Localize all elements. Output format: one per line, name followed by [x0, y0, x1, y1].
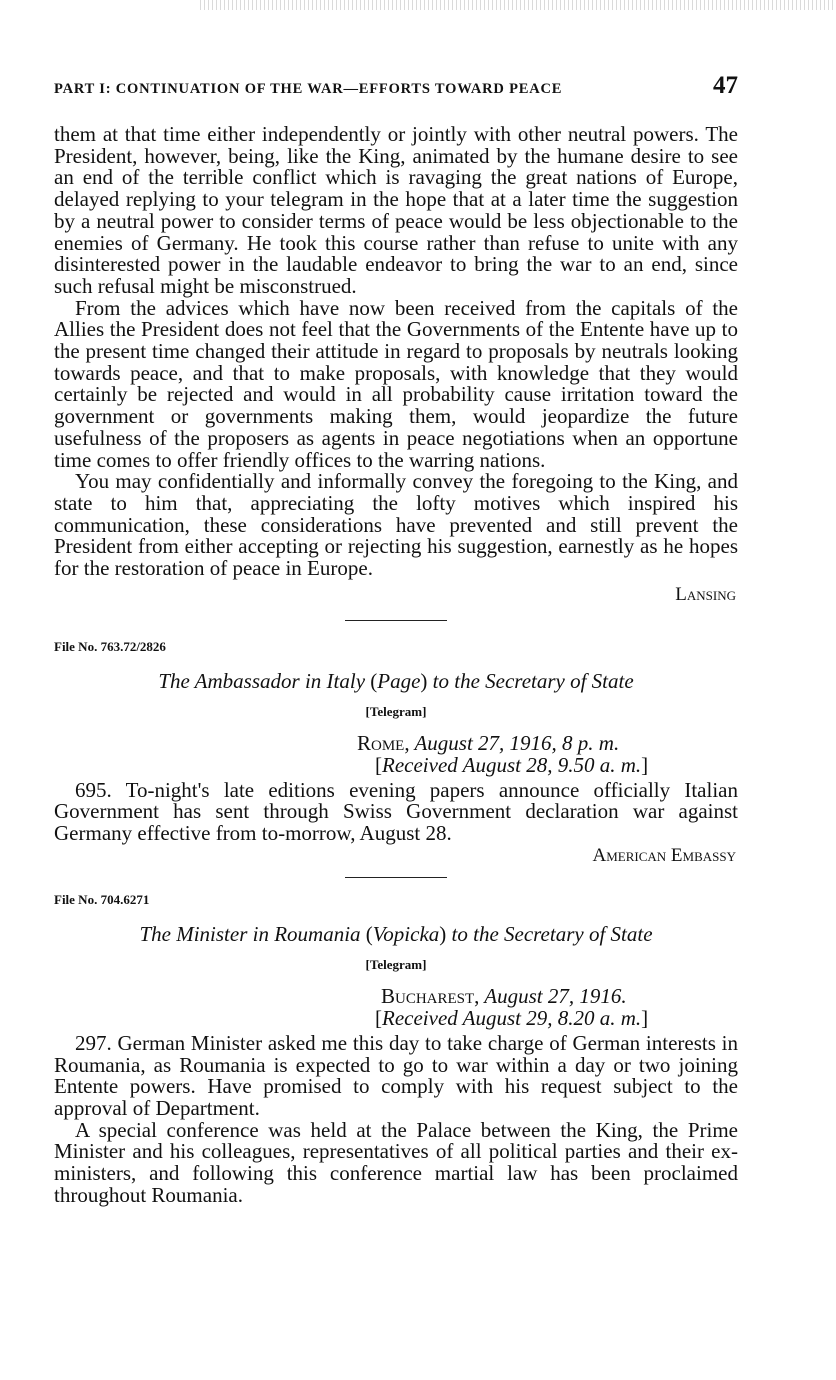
section-divider	[345, 620, 447, 621]
telegram-body-paragraph-1: 297. German Minister asked me this day to take charge of German interests in Roumania, as Roumania is expected to go to war within a day or two joining Entente powers. Have promised to comply with his request subject to the approval of Department.	[54, 1030, 738, 1120]
document-page	[54, 72, 738, 1207]
received-line: [Received August 29, 8.20 a. m.]	[375, 1005, 649, 1030]
telegram-body: 695. To-night's late editions evening papers announce officially Italian Government has sent through Swiss Government declaration war against Germany effective from to-morrow, August 28.	[54, 777, 738, 846]
signature-lansing: Lansing	[675, 583, 736, 605]
received-line: [Received August 28, 9.50 a. m.]	[375, 752, 649, 777]
running-head	[54, 72, 738, 108]
page-number: 47	[713, 72, 738, 99]
telegram-label: [Telegram]	[365, 956, 427, 972]
continuation-paragraph-1: them at that time either independently or jointly with other neutral powers. The President, however, being, like the King, animated by the humane desire to see an end of the terrible conflict which is ravaging the great nations of Europe, delayed replying to your telegram in the hope that at a later time the suggestion by a neutral power to consider terms of peace would be less objectionable to the enemies of Germany. He took this course rather than refuse to unite with any disinterested power in the laudable endeavor to bring the war to an end, since such refusal might be misconstrued.	[54, 122, 738, 298]
section-divider	[345, 877, 447, 878]
document-title: The Ambassador in Italy (Page) to the Secretary of State	[158, 668, 634, 693]
continuation-paragraph-2: From the advices which have now been received from the capitals of the Allies the President does not feel that the Governments of the Entente have up to the present time changed their attitude in regard to proposals by neutrals looking towards peace, and that to make proposals, with knowledge that they would certainly be rejected and would in all probability cause irritation toward the government or governments making them, would jeopardize the future usefulness of the proposers as agents in peace negotiations when an opportune time comes to offer friendly offices to the warring nations.	[54, 295, 738, 472]
telegram-label: [Telegram]	[365, 703, 427, 719]
running-title: PART I: CONTINUATION OF THE WAR—EFFORTS TOWARD PEACE	[54, 81, 563, 97]
scan-noise	[200, 0, 836, 10]
dateline: Rome, August 27, 1916, 8 p. m.	[357, 730, 620, 755]
telegram-body-paragraph-2: A special conference was held at the Palace between the King, the Prime Minister and his colleagues, representatives of all political parties and their ex-ministers, and following this conference martial law has been proclaimed throughout Roumania.	[54, 1117, 738, 1207]
signature-embassy: American Embassy	[592, 844, 736, 866]
file-number: File No. 704.6271	[54, 891, 150, 907]
document-title: The Minister in Roumania (Vopicka) to the Secretary of State	[139, 921, 653, 946]
continuation-paragraph-3: You may confidentially and informally convey the foregoing to the King, and state to him that, appreciating the lofty motives which inspired his communication, these considerations have prevented and still prevent the President from either accepting or rejecting his suggestion, earnestly as he hopes for the restoration of peace in Europe.	[54, 469, 738, 581]
dateline: Bucharest, August 27, 1916.	[381, 983, 627, 1008]
file-number: File No. 763.72/2826	[54, 638, 166, 654]
